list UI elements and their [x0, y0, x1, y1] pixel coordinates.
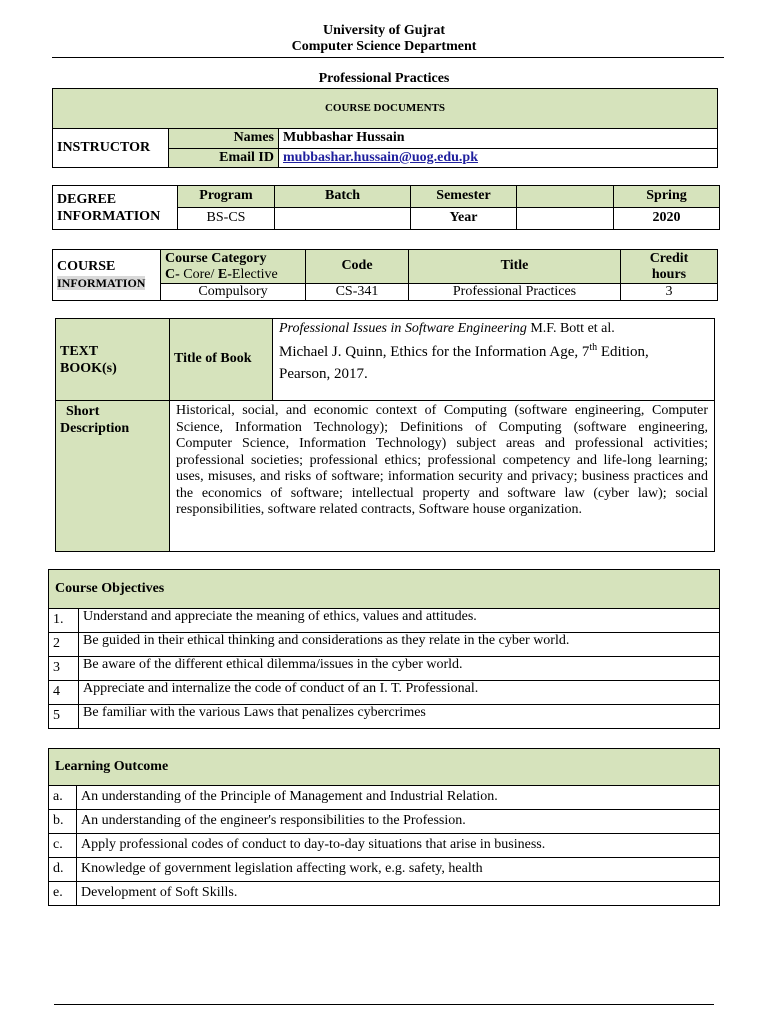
- instructor-email-link[interactable]: mubbashar.hussain@uog.edu.pk: [283, 149, 478, 165]
- semester-label: Semester: [411, 186, 517, 208]
- book-2: Michael J. Quinn, Ethics for the Information Age, 7th Edition,: [279, 342, 649, 360]
- textbook-label-line1: TEXT: [60, 343, 99, 359]
- objective-text: Appreciate and internalize the code of conduct of an I. T. Professional.: [79, 681, 720, 705]
- outcome-text: Apply professional codes of conduct to day-to-day situations that arise in business.: [77, 834, 720, 858]
- outcome-text: Knowledge of government legislation affecting work, e.g. safety, health: [77, 858, 720, 882]
- objective-text: Be aware of the different ethical dilemma/issues in the cyber world.: [79, 657, 720, 681]
- university-name: University of Gujrat: [322, 23, 446, 38]
- batch-label: Batch: [275, 186, 411, 208]
- degree-label-line1: DEGREE: [57, 191, 117, 207]
- footer-divider: [54, 1004, 714, 1005]
- outcome-letter: c.: [49, 834, 77, 858]
- book-2-publisher: Pearson, 2017.: [279, 366, 368, 382]
- book-1: Professional Issues in Software Engineering M.F. Bott et al.: [279, 321, 615, 336]
- semester-value: [517, 186, 614, 208]
- objective-text: Be familiar with the various Laws that penalizes cybercrimes: [79, 705, 720, 729]
- course-category-label: Course Category: [165, 250, 267, 266]
- program-label: Program: [178, 186, 275, 208]
- course-info-table: [52, 249, 718, 301]
- outcome-letter: d.: [49, 858, 77, 882]
- instructor-table: [52, 88, 718, 168]
- objective-num: 5: [49, 705, 79, 729]
- instructor-label: INSTRUCTOR: [53, 129, 169, 168]
- course-title-value: Professional Practices: [409, 284, 621, 301]
- course-category-value: Compulsory: [161, 284, 306, 301]
- year-blank: [517, 208, 614, 230]
- textbook-table: [55, 318, 715, 552]
- title-of-book-label: Title of Book: [170, 319, 273, 401]
- email-label: Email ID: [169, 149, 279, 168]
- credit-label-line1: Credit: [649, 250, 689, 266]
- course-label-line1: COURSE: [57, 259, 116, 275]
- title-label: Title: [409, 250, 621, 284]
- outcome-letter: e.: [49, 882, 77, 906]
- outcome-letter: b.: [49, 810, 77, 834]
- objective-text: Understand and appreciate the meaning of ethics, values and attitudes.: [79, 609, 720, 633]
- objectives-heading: Course Objectives: [49, 570, 720, 609]
- year-value: 2020: [614, 208, 720, 230]
- degree-label-line2: INFORMATION: [57, 208, 161, 224]
- objective-text: Be guided in their ethical thinking and considerations as they relate in the cyber world.: [79, 633, 720, 657]
- textbook-label-line2: BOOK(s): [60, 360, 117, 376]
- header-divider: [52, 57, 724, 58]
- course-code-value: CS-341: [306, 284, 409, 301]
- degree-table: [52, 185, 720, 230]
- program-value: BS-CS: [178, 208, 275, 230]
- course-documents-banner: COURSE DOCUMENTS: [53, 89, 718, 129]
- instructor-name: Mubbashar Hussain: [279, 129, 718, 149]
- course-category-legend: C- Core/ E-Elective: [165, 266, 278, 282]
- outcome-text: An understanding of the engineer's responsibilities to the Profession.: [77, 810, 720, 834]
- credit-label-line2: hours: [651, 266, 687, 282]
- objectives-table: [48, 569, 720, 729]
- term-value: Spring: [614, 186, 720, 208]
- department-name: Computer Science Department: [291, 39, 477, 54]
- short-desc-label-line2: Description: [60, 421, 130, 436]
- course-label-line2: INFORMATION: [57, 276, 146, 291]
- names-label: Names: [169, 129, 279, 149]
- objective-num: 1.: [49, 609, 79, 633]
- course-title: Professional Practices: [318, 71, 450, 86]
- batch-value: [275, 208, 411, 230]
- objective-num: 2: [49, 633, 79, 657]
- year-label: Year: [411, 208, 517, 230]
- short-description: Historical, social, and economic context of Computing (software engineering, Computer Science, Information Technology); Definitions of Computing (software engineering, Computer Science, Information Technology) subject areas and professional activities; professional societies; professional ethics; professional competency and life-long learning; uses, misuses, and risks of software; information security and privacy; business practices and the economics of software; intellectual property and software law (cyber law); social responsibilities, software related contracts, Software house organization.: [170, 401, 715, 552]
- outcome-text: An understanding of the Principle of Management and Industrial Relation.: [77, 786, 720, 810]
- credit-hours-value: 3: [621, 284, 718, 301]
- outcome-letter: a.: [49, 786, 77, 810]
- objective-num: 3: [49, 657, 79, 681]
- outcome-text: Development of Soft Skills.: [77, 882, 720, 906]
- outcomes-heading: Learning Outcome: [49, 749, 720, 786]
- objective-num: 4: [49, 681, 79, 705]
- outcomes-table: [48, 748, 720, 906]
- short-desc-label-line1: Short: [66, 404, 100, 419]
- code-label: Code: [306, 250, 409, 284]
